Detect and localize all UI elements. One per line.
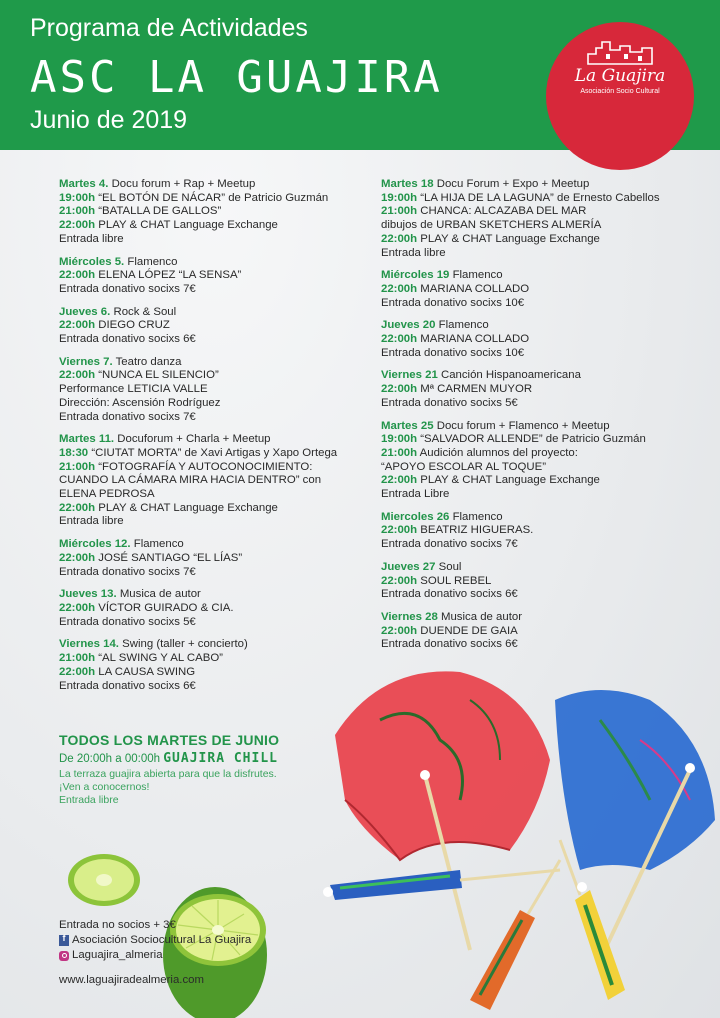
promo-time: De 20:00h a 00:00h <box>59 753 161 765</box>
event-line <box>381 638 711 652</box>
event-day: Miércoles 19 <box>381 269 450 282</box>
event-day: Martes 25 <box>381 419 434 432</box>
event-text: “LA HIJA DE LA LAGUNA” de Ernesto Cabellos <box>420 191 660 204</box>
event-entry <box>59 538 379 579</box>
event-line <box>59 652 379 666</box>
event-text: “FOTOGRAFÍA Y AUTOCONOCIMIENTO: <box>98 460 313 473</box>
event-type: Musica de autor <box>119 588 201 601</box>
event-header <box>381 420 711 434</box>
event-text: VÍCTOR GUIRADO & CIA. <box>98 601 234 614</box>
event-entry <box>59 638 379 693</box>
event-entry <box>59 178 379 247</box>
event-time: 21:00h <box>59 460 96 473</box>
event-line <box>381 233 711 247</box>
event-line <box>381 397 711 411</box>
event-text: Entrada donativo socixs 5€ <box>381 396 518 409</box>
event-header <box>381 269 711 283</box>
event-day: Viernes 14. <box>59 638 119 651</box>
footer-entry-text: Entrada no socios + 3€ <box>59 919 176 931</box>
event-line <box>381 347 711 361</box>
promo-time-line <box>59 751 379 766</box>
event-text: PLAY & CHAT Language Exchange <box>420 232 600 245</box>
event-header <box>59 306 379 320</box>
event-line <box>59 502 379 516</box>
event-line <box>59 566 379 580</box>
event-text: DUENDE DE GAIA <box>420 624 518 637</box>
event-text: dibujos de URBAN SKETCHERS ALMERÍA <box>381 219 602 232</box>
event-entry <box>59 356 379 425</box>
event-line <box>59 515 379 529</box>
event-header <box>59 256 379 270</box>
event-text: Performance LETICIA VALLE <box>59 383 208 396</box>
event-text: Entrada donativo socixs 10€ <box>381 346 525 359</box>
event-entry <box>381 369 711 410</box>
event-type: Flamenco <box>133 538 184 551</box>
event-day: Viernes 21 <box>381 369 438 382</box>
event-line <box>381 524 711 538</box>
event-entry <box>381 511 711 552</box>
event-time: 22:00h <box>59 501 96 514</box>
event-type: Canción Hispanoamericana <box>440 369 581 382</box>
event-line <box>59 219 379 233</box>
event-line <box>59 233 379 247</box>
event-type: Flamenco <box>438 319 489 332</box>
closed-umbrella-blue <box>323 870 560 900</box>
instagram-icon <box>59 951 69 961</box>
event-type: Swing (taller + concierto) <box>122 638 248 651</box>
event-day: Miércoles 5. <box>59 255 125 268</box>
schedule-column-2 <box>381 178 711 661</box>
event-time: 22:00h <box>381 333 418 346</box>
schedule-column-1 <box>59 178 379 702</box>
event-day: Jueves 20 <box>381 319 436 332</box>
event-text: DIEGO CRUZ <box>98 319 170 332</box>
event-time: 22:00h <box>59 269 96 282</box>
event-type: Flamenco <box>452 269 503 282</box>
event-entry <box>381 420 711 502</box>
event-time: 19:00h <box>381 191 418 204</box>
event-day: Jueves 13. <box>59 588 117 601</box>
event-time: 22:00h <box>59 369 96 382</box>
event-line <box>59 283 379 297</box>
event-text: “SALVADOR ALLENDE” de Patricio Guzmán <box>420 433 646 446</box>
event-text: Entrada donativo socixs 6€ <box>59 679 196 692</box>
event-line <box>381 205 711 219</box>
event-line <box>381 283 711 297</box>
event-type: Soul <box>438 560 462 573</box>
event-day: Martes 18 <box>381 178 434 190</box>
event-time: 22:00h <box>381 624 418 637</box>
event-day: Martes 4. <box>59 178 109 190</box>
event-type: Docu Forum + Expo + Meetup <box>436 178 590 190</box>
event-day: Miércoles 12. <box>59 538 131 551</box>
footer-website[interactable] <box>59 973 251 988</box>
event-text: Entrada libre <box>59 232 124 245</box>
event-text: Entrada donativo socixs 6€ <box>59 333 196 346</box>
event-header <box>59 588 379 602</box>
event-entry <box>59 256 379 297</box>
event-header <box>59 433 379 447</box>
event-line <box>381 219 711 233</box>
event-line <box>59 447 379 461</box>
event-type: Teatro danza <box>115 355 182 368</box>
event-entry <box>59 306 379 347</box>
event-text: JOSÉ SANTIAGO “EL LÍAS” <box>98 551 243 564</box>
event-time: 22:00h <box>381 282 418 295</box>
event-line <box>381 488 711 502</box>
event-line <box>59 666 379 680</box>
event-text: LA CAUSA SWING <box>98 665 196 678</box>
event-line <box>59 269 379 283</box>
event-text: “APOYO ESCOLAR AL TOQUE” <box>381 460 547 473</box>
event-header <box>381 369 711 383</box>
closed-umbrella-orange <box>470 860 560 1010</box>
event-time: 21:00h <box>59 205 96 218</box>
event-text: Entrada libre <box>381 246 446 259</box>
event-line <box>381 588 711 602</box>
event-day: Martes 11. <box>59 433 115 446</box>
event-type: Flamenco <box>452 510 503 523</box>
footer-facebook[interactable] <box>59 933 251 948</box>
event-text: CUANDO LA CÁMARA MIRA HACIA DENTRO” con <box>59 474 322 487</box>
event-time: 22:00h <box>59 319 96 332</box>
event-line <box>59 319 379 333</box>
event-line <box>59 680 379 694</box>
event-line <box>381 625 711 639</box>
event-entry <box>381 611 711 652</box>
promo-line-3: Entrada libre <box>59 794 119 806</box>
event-time: 22:00h <box>59 601 96 614</box>
event-header <box>381 561 711 575</box>
footer-instagram-text[interactable]: Laguajira_almeria <box>72 949 163 961</box>
event-day: Jueves 6. <box>59 305 111 318</box>
event-text: PLAY & CHAT Language Exchange <box>98 219 278 232</box>
event-type: Flamenco <box>127 255 178 268</box>
event-line <box>381 474 711 488</box>
event-text: Entrada donativo socixs 10€ <box>381 296 525 309</box>
event-line <box>381 461 711 475</box>
event-header <box>59 638 379 652</box>
event-line <box>59 192 379 206</box>
event-time: 22:00h <box>381 232 418 245</box>
event-entry <box>381 269 711 310</box>
event-day: Miercoles 26 <box>381 510 450 523</box>
event-text: BEATRIZ HIGUERAS. <box>420 524 534 537</box>
event-header <box>381 178 711 192</box>
event-type: Musica de autor <box>440 610 523 623</box>
facebook-icon: f <box>59 935 69 946</box>
event-line <box>381 447 711 461</box>
event-line <box>59 205 379 219</box>
footer-facebook-text[interactable]: Asociación Sociocultural La Guajira <box>72 934 252 946</box>
event-header <box>59 356 379 370</box>
event-type: Docuforum + Charla + Meetup <box>117 433 271 446</box>
event-text: “EL BOTÓN DE NÁCAR” de Patricio Guzmán <box>98 191 329 204</box>
event-text: PLAY & CHAT Language Exchange <box>98 501 278 514</box>
event-time: 19:00h <box>59 191 96 204</box>
footer-entry <box>59 918 251 933</box>
event-header <box>381 611 711 625</box>
event-text: Entrada Libre <box>381 488 450 501</box>
event-text: Entrada donativo socixs 7€ <box>59 410 196 423</box>
event-line <box>381 192 711 206</box>
header-subtitle: Programa de Actividades <box>30 14 308 42</box>
event-type: Docu forum + Flamenco + Meetup <box>436 419 610 432</box>
event-time: 21:00h <box>381 205 418 218</box>
event-header <box>59 538 379 552</box>
promo-block <box>59 732 379 807</box>
promo-name: GUAJIRA CHILL <box>163 751 278 766</box>
event-time: 19:00h <box>381 433 418 446</box>
header-title: ASC LA GUAJIRA <box>30 52 443 103</box>
event-time: 18:30 <box>59 446 89 459</box>
event-line <box>381 575 711 589</box>
event-text: “CIUTAT MORTA” de Xavi Artigas y Xapo Ortega <box>91 446 338 459</box>
event-day: Jueves 27 <box>381 560 436 573</box>
event-entry <box>59 433 379 529</box>
event-time: 22:00h <box>381 574 418 587</box>
event-time: 22:00h <box>381 383 418 396</box>
event-time: 22:00h <box>59 665 96 678</box>
event-time: 22:00h <box>59 219 96 232</box>
event-entry <box>381 178 711 260</box>
event-line <box>59 488 379 502</box>
event-time: 22:00h <box>381 474 418 487</box>
event-text: “BATALLA DE GALLOS” <box>98 205 222 218</box>
event-text: MARIANA COLLADO <box>420 333 530 346</box>
event-line <box>59 602 379 616</box>
footer-website-link[interactable]: www.laguajiradealmeria.com <box>59 974 204 986</box>
event-line <box>59 411 379 425</box>
event-text: Audición alumnos del proyecto: <box>419 446 578 459</box>
logo-name: La Guajira <box>574 66 666 86</box>
promo-line-2: ¡Ven a conocernos! <box>59 781 150 793</box>
event-text: Mª CARMEN MUYOR <box>420 383 533 396</box>
event-text: Entrada donativo socixs 7€ <box>381 538 518 551</box>
event-line <box>59 383 379 397</box>
event-text: Entrada donativo socixs 5€ <box>59 615 196 628</box>
event-type: Rock & Soul <box>113 305 177 318</box>
event-line <box>381 538 711 552</box>
event-line <box>381 297 711 311</box>
event-header <box>59 178 379 192</box>
event-text: Entrada donativo socixs 6€ <box>381 638 518 651</box>
event-day: Viernes 7. <box>59 355 113 368</box>
header-date: Junio de 2019 <box>30 106 188 134</box>
event-line <box>59 369 379 383</box>
event-time: 22:00h <box>381 524 418 537</box>
event-text: PLAY & CHAT Language Exchange <box>420 474 600 487</box>
event-text: Entrada libre <box>59 515 124 528</box>
event-line <box>59 333 379 347</box>
event-text: Dirección: Ascensión Rodríguez <box>59 396 221 409</box>
event-header <box>381 319 711 333</box>
building-icon <box>586 40 656 66</box>
footer-instagram[interactable] <box>59 948 251 963</box>
event-text: “NUNCA EL SILENCIO” <box>98 369 219 382</box>
event-text: MARIANA COLLADO <box>420 282 530 295</box>
event-day: Viernes 28 <box>381 610 438 623</box>
event-entry <box>381 561 711 602</box>
event-line <box>381 433 711 447</box>
event-line <box>381 383 711 397</box>
blue-umbrella <box>555 690 715 960</box>
event-text: SOUL REBEL <box>420 574 492 587</box>
event-line <box>59 461 379 475</box>
event-line <box>59 552 379 566</box>
event-line <box>59 397 379 411</box>
event-entry <box>59 588 379 629</box>
event-time: 21:00h <box>59 652 96 665</box>
event-line <box>59 616 379 630</box>
event-text: Entrada donativo socixs 6€ <box>381 588 518 601</box>
footer <box>59 918 251 988</box>
event-header <box>381 511 711 525</box>
event-text: Entrada donativo socixs 7€ <box>59 282 196 295</box>
lime-slice-back <box>68 854 140 906</box>
event-text: ELENA PEDROSA <box>59 488 155 501</box>
event-text: Entrada donativo socixs 7€ <box>59 565 196 578</box>
event-text: “AL SWING Y AL CABO” <box>98 652 223 665</box>
event-text: ELENA LÓPEZ “LA SENSA” <box>98 269 242 282</box>
event-line <box>381 247 711 261</box>
event-line <box>381 333 711 347</box>
promo-heading: TODOS LOS MARTES DE JUNIO <box>59 732 280 748</box>
logo-subtitle: Asociación Socio Cultural <box>580 88 660 95</box>
event-entry <box>381 319 711 360</box>
logo <box>546 22 694 170</box>
promo-line-1: La terraza guajira abierta para que la disfrutes. <box>59 768 277 780</box>
event-type: Docu forum + Rap + Meetup <box>111 178 256 190</box>
red-umbrella <box>335 671 550 950</box>
event-text: CHANCA: ALCAZABA DEL MAR <box>420 205 587 218</box>
event-time: 21:00h <box>381 446 418 459</box>
event-line <box>59 474 379 488</box>
event-time: 22:00h <box>59 551 96 564</box>
